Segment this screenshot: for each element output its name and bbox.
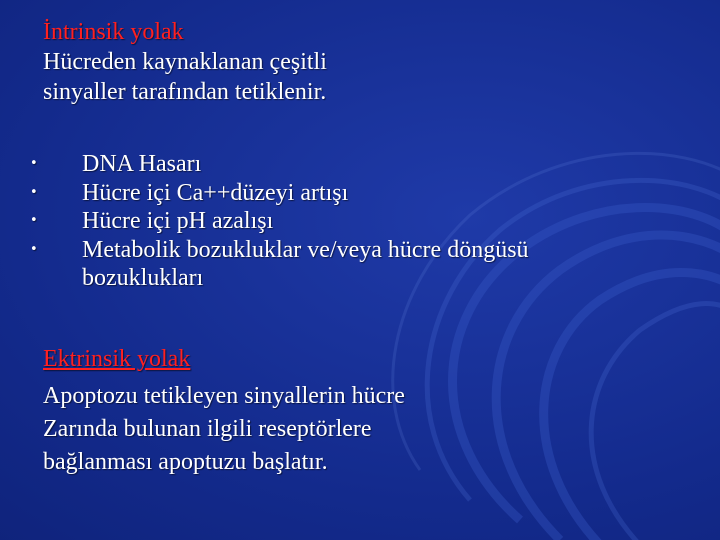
list-item bbox=[30, 207, 642, 236]
extrinsic-heading: Ektrinsik yolak bbox=[43, 346, 191, 372]
bullet-icon: • bbox=[30, 241, 38, 257]
intrinsic-line-1: Hücreden kaynaklanan çeşitli bbox=[43, 49, 327, 75]
extrinsic-line-3: bağlanması apoptuzu başlatır. bbox=[43, 449, 328, 475]
extrinsic-line-1: Apoptozu tetikleyen sinyallerin hücre bbox=[43, 383, 405, 409]
extrinsic-line-2: Zarında bulunan ilgili reseptörlere bbox=[43, 416, 372, 442]
list-item bbox=[30, 150, 642, 179]
intrinsic-line-2: sinyaller tarafından tetiklenir. bbox=[43, 79, 327, 105]
intrinsic-description bbox=[43, 47, 327, 107]
list-item-text: Hücre içi pH azalışı bbox=[82, 208, 274, 234]
list-item bbox=[30, 236, 642, 293]
bullet-icon: • bbox=[30, 156, 38, 171]
list-item bbox=[30, 179, 642, 208]
list-item-text: Metabolik bozukluklar ve/veya hücre döngüsü bozuklukları bbox=[82, 236, 529, 291]
list-item-text: DNA Hasarı bbox=[82, 151, 202, 177]
bullet-icon: • bbox=[30, 184, 38, 200]
intrinsic-heading: İntrinsik yolak bbox=[43, 19, 184, 45]
bullet-icon: • bbox=[30, 213, 38, 228]
intrinsic-causes-list bbox=[30, 150, 642, 293]
extrinsic-description bbox=[43, 381, 405, 477]
list-item-text: Hücre içi Ca++düzeyi artışı bbox=[82, 179, 349, 206]
